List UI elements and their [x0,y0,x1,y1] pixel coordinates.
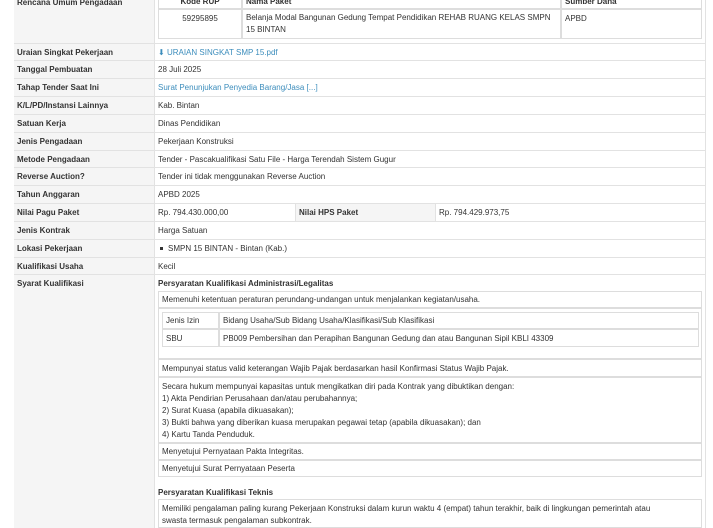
rup-kode-cell: 59295895 [158,9,242,39]
pagu-value: Rp. 794.430.000,00 [155,204,296,222]
teknis-1-line: Memiliki pengalaman paling kurang Pekerjaan Konstruksi dalam kurun waktu 4 (empat) tahun terakhir, baik di lingkungan pemerintah atau [162,504,651,513]
metode-label: Metode Pengadaan [14,151,155,168]
jenis-pengadaan-value: Pekerjaan Konstruksi [155,133,706,151]
admin-3-line: 1) Akta Pendirian Perusahaan dan/atau perubahannya; [162,394,358,403]
reverse-value: Tender ini tidak menggunakan Reverse Auction [155,168,706,186]
teknis-item-1 [158,499,702,528]
rup-sumber-cell: APBD [561,9,702,39]
download-icon: ⬇ [158,47,165,57]
kualifikasi-value: Kecil [155,258,706,275]
satker-label: Satuan Kerja [14,115,155,133]
rup-header-sumber: Sumber Dana [561,0,702,9]
rup-header-nama: Nama Paket [242,0,561,9]
lokasi-label: Lokasi Pekerjaan [14,240,155,258]
lokasi-item: SMPN 15 BINTAN - Bintan (Kab.) [168,244,287,253]
tahap-value [155,79,706,97]
klpd-value: Kab. Bintan [155,97,706,115]
admin-3-line: 2) Surat Kuasa (apabila dikuasakan); [162,406,294,415]
kontrak-label: Jenis Kontrak [14,222,155,240]
izin-bidang-cell: PB009 Pembersihan dan Perapihan Bangunan Gedung dan atau Bangunan Sipil KBLI 43309 [219,329,699,347]
rencana-label [14,0,155,44]
admin-3-line: 3) Bukti bahwa yang diberikan kuasa merupakan pegawai tetap (apabila dikuasakan); dan [162,418,481,427]
pagu-label: Nilai Pagu Paket [14,204,155,222]
tahap-label: Tahap Tender Saat Ini [14,79,155,97]
admin-item-2: Mempunyai status valid keterangan Wajib Pajak berdasarkan hasil Konfirmasi Status Wajib Pajak. [158,359,702,377]
izin-jenis-cell: SBU [162,329,219,347]
jenis-pengadaan-label: Jenis Pengadaan [14,133,155,151]
admin-title: Persyaratan Kualifikasi Administrasi/Legalitas [158,279,334,288]
izin-header-jenis: Jenis Izin [162,312,219,329]
izin-header-bidang: Bidang Usaha/Sub Bidang Usaha/Klasifikasi/Sub Klasifikasi [219,312,699,329]
admin-3-line: 4) Kartu Tanda Penduduk. [162,430,255,439]
klpd-label: K/L/PD/Instansi Lainnya [14,97,155,115]
lokasi-value [155,240,706,258]
hps-label: Nilai HPS Paket [296,204,436,222]
reverse-label: Reverse Auction? [14,168,155,186]
admin-item-1: Memenuhi ketentuan peraturan perundang-undangan untuk menjalankan kegiatan/usaha. [158,291,702,308]
tahun-value: APBD 2025 [155,186,706,204]
admin-3-line: Secara hukum mempunyai kapasitas untuk mengikatkan diri pada Kontrak yang dibuktikan dengan: [162,382,515,391]
hps-value: Rp. 794.429.973,75 [436,204,706,222]
bullet-icon [160,247,163,250]
uraian-value [155,44,706,61]
tahap-link[interactable]: Surat Penunjukan Penyedia Barang/Jasa [...] [158,83,318,92]
metode-value: Tender - Pascakualifikasi Satu File - Harga Terendah Sistem Gugur [155,151,706,168]
tahun-label: Tahun Anggaran [14,186,155,204]
rencana-label-text: Rencana Umum Pengadaan [17,0,123,7]
teknis-title: Persyaratan Kualifikasi Teknis [158,488,274,497]
rup-header-kode: Kode RUP [158,0,242,9]
satker-value: Dinas Pendidikan [155,115,706,133]
admin-item-3 [158,377,702,443]
uraian-link-text: URAIAN SINGKAT SMP 15.pdf [166,47,278,57]
teknis-1-line: swasta termasuk pengalaman subkontrak. [162,516,312,525]
kontrak-value: Harga Satuan [155,222,706,240]
kualifikasi-label: Kualifikasi Usaha [14,258,155,275]
tanggal-value: 28 Juli 2025 [155,61,706,79]
rup-nama-cell: Belanja Modal Bangunan Gedung Tempat Pendidikan REHAB RUANG KELAS SMPN 15 BINTAN [242,9,561,39]
uraian-download-link[interactable] [158,48,278,57]
admin-item-4: Menyetujui Pernyataan Pakta Integritas. [158,443,702,460]
admin-item-5: Menyetujui Surat Pernyataan Peserta [158,460,702,477]
tanggal-label: Tanggal Pembuatan [14,61,155,79]
uraian-label: Uraian Singkat Pekerjaan [14,44,155,61]
syarat-label: Syarat Kualifikasi [14,275,155,528]
